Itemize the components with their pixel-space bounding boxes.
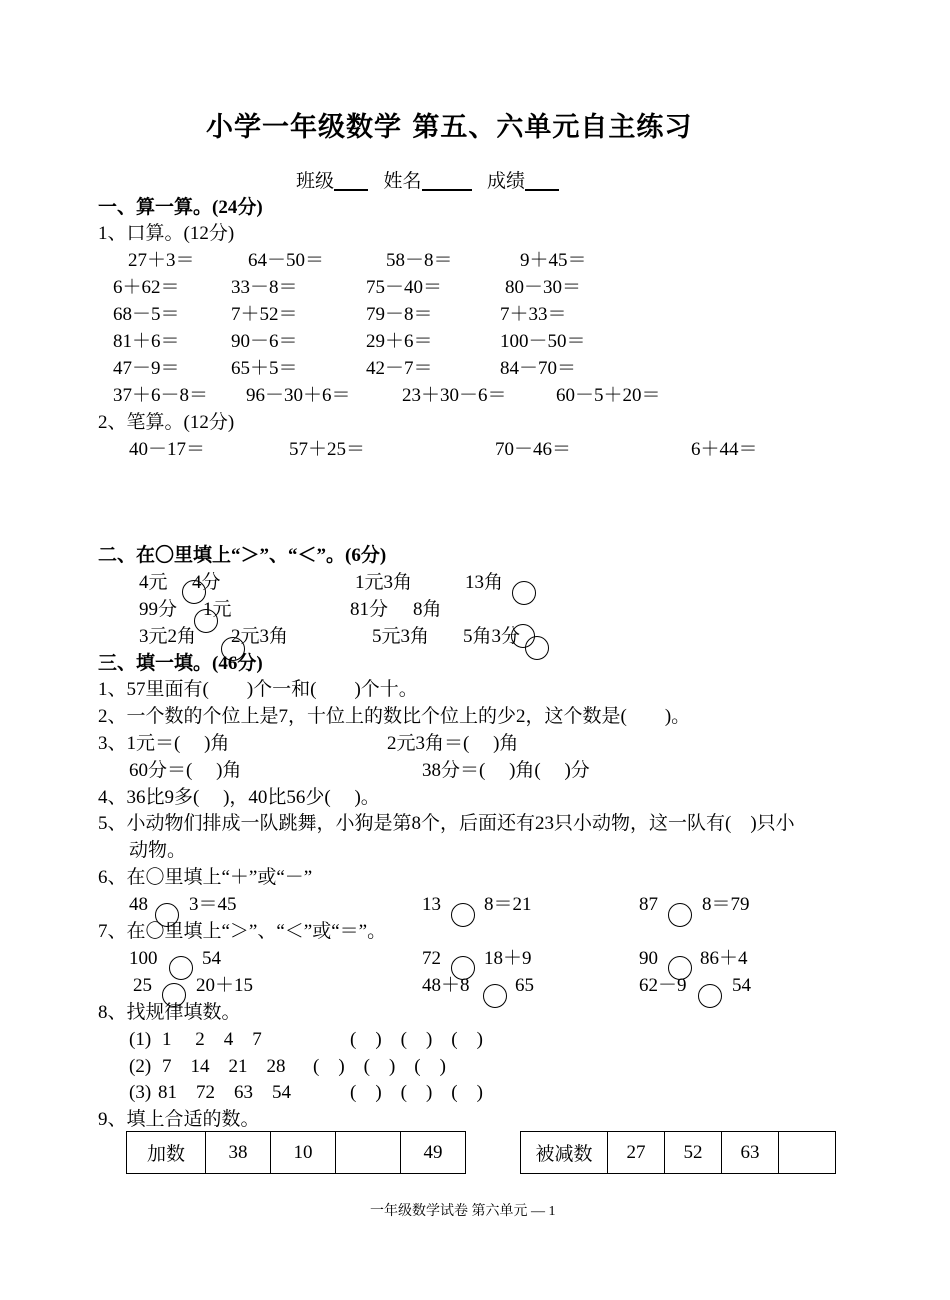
compare-circle[interactable] <box>525 636 549 660</box>
question-5-cont: 动物。 <box>129 840 187 861</box>
q7-right: 65 <box>515 975 534 996</box>
pattern-label: (2) <box>129 1056 152 1077</box>
oral-calc-item: 79－8＝ <box>366 304 433 325</box>
oral-calc-item: 27＋3＝ <box>128 250 195 271</box>
q6-right: 8＝21 <box>484 894 532 915</box>
addend-table <box>126 1131 466 1174</box>
table-cell: 63 <box>722 1132 779 1174</box>
q6-left: 87 <box>639 894 658 915</box>
oral-calc-item: 33－8＝ <box>231 277 298 298</box>
oral-calc-item: 9＋45＝ <box>520 250 587 271</box>
oral-calc-item: 75－40＝ <box>366 277 443 298</box>
table-cell: 52 <box>665 1132 722 1174</box>
oral-calc-item: 84－70＝ <box>500 358 577 379</box>
oral-calc-item: 80－30＝ <box>505 277 582 298</box>
pattern-blanks[interactable]: ( ) ( ) ( ) <box>313 1056 446 1077</box>
compare-right: 13角 <box>465 572 504 593</box>
written-calc-item: 70－46＝ <box>495 439 572 460</box>
oral-calc-item: 6＋62＝ <box>113 277 180 298</box>
q6-right: 8＝79 <box>702 894 750 915</box>
oral-calc-item: 29＋6＝ <box>366 331 433 352</box>
oral-calc-item: 7＋52＝ <box>231 304 298 325</box>
pattern-label: (1) <box>129 1029 152 1050</box>
oral-calc-item: 65＋5＝ <box>231 358 298 379</box>
q7-left: 48＋8 <box>422 975 470 996</box>
question-3d: 38分＝( )角( )分 <box>422 760 590 781</box>
table-cell-blank[interactable] <box>336 1132 401 1174</box>
operator-circle[interactable] <box>451 903 475 927</box>
question-1: 1、57里面有( )个一和( )个十。 <box>98 679 418 700</box>
q6-right: 3＝45 <box>189 894 237 915</box>
name-label: 姓名 <box>383 171 422 192</box>
pattern-sequence: 7 14 21 28 <box>162 1056 286 1077</box>
q6-left: 13 <box>422 894 441 915</box>
question-5: 5、小动物们排成一队跳舞，小狗是第8个，后面还有23只小动物，这一队有( )只小 <box>98 813 795 834</box>
q7-right: 20＋15 <box>196 975 254 996</box>
question-3c: 60分＝( )角 <box>129 760 242 781</box>
section-1-heading: 一、算一算。(24分) <box>98 197 263 218</box>
oral-calc-item: 90－6＝ <box>231 331 298 352</box>
oral-calc-item: 37＋6－8＝ <box>113 385 209 406</box>
q7-left: 25 <box>133 975 152 996</box>
q7-left: 62－9 <box>639 975 687 996</box>
compare-right: 8角 <box>413 599 442 620</box>
page-title: 小学一年级数学 第五、六单元自主练习 <box>206 112 693 143</box>
table-cell-blank[interactable] <box>779 1132 836 1174</box>
compare-left: 99分 <box>139 599 178 620</box>
question-2: 2、一个数的个位上是7，十位上的数比个位上的少2，这个数是( )。 <box>98 706 691 727</box>
operator-circle[interactable] <box>668 903 692 927</box>
q7-left: 72 <box>422 948 441 969</box>
question-6: 6、在〇里填上“＋”或“－” <box>98 867 313 888</box>
q6-left: 48 <box>129 894 148 915</box>
compare-right: 2元3角 <box>231 626 289 647</box>
compare-left: 5元3角 <box>372 626 430 647</box>
compare-right: 1元 <box>203 599 232 620</box>
compare-circle[interactable] <box>169 956 193 980</box>
page-footer: 一年级数学试卷 第六单元 — 1 <box>370 1204 556 1219</box>
table-cell: 加数 <box>127 1132 206 1174</box>
oral-calc-item: 100－50＝ <box>500 331 586 352</box>
oral-calc-item: 60－5＋20＝ <box>556 385 661 406</box>
q7-right: 86＋4 <box>700 948 748 969</box>
pattern-label: (3) <box>129 1082 152 1103</box>
pattern-sequence: 81 72 63 54 <box>158 1082 292 1103</box>
pattern-sequence: 1 2 4 7 <box>162 1029 262 1050</box>
section-3-heading: 三、填一填。(46分) <box>98 653 263 674</box>
minuend-table <box>520 1131 836 1174</box>
question-8: 8、找规律填数。 <box>98 1002 241 1023</box>
score-label: 成绩 <box>487 171 526 192</box>
question-3b: 2元3角＝( )角 <box>387 733 519 754</box>
table-cell: 被减数 <box>521 1132 608 1174</box>
question-3a: 3、1元＝( )角 <box>98 733 230 754</box>
oral-calc-item: 64－50＝ <box>248 250 325 271</box>
compare-right: 4分 <box>192 572 221 593</box>
table-cell: 27 <box>608 1132 665 1174</box>
table-cell: 38 <box>206 1132 271 1174</box>
q7-right: 54 <box>202 948 221 969</box>
oral-calc-item: 96－30＋6＝ <box>246 385 351 406</box>
section-2-heading: 二、在〇里填上“＞”、“＜”。(6分) <box>98 545 387 566</box>
oral-calc-item: 42－7＝ <box>366 358 433 379</box>
compare-left: 1元3角 <box>355 572 413 593</box>
name-blank[interactable] <box>422 171 472 191</box>
table-cell: 49 <box>401 1132 466 1174</box>
score-blank[interactable] <box>525 171 559 191</box>
q7-left: 100 <box>129 948 158 969</box>
pattern-blanks[interactable]: ( ) ( ) ( ) <box>350 1082 483 1103</box>
student-info-line <box>296 171 559 191</box>
compare-circle[interactable] <box>512 581 536 605</box>
written-calc-item: 57＋25＝ <box>289 439 366 460</box>
oral-calc-item: 23＋30－6＝ <box>402 385 507 406</box>
class-label: 班级 <box>296 171 335 192</box>
oral-calc-item: 81＋6＝ <box>113 331 180 352</box>
oral-calc-item: 58－8＝ <box>386 250 453 271</box>
compare-circle[interactable] <box>698 984 722 1008</box>
question-7: 7、在〇里填上“＞”、“＜”或“＝”。 <box>98 921 387 942</box>
compare-circle[interactable] <box>483 984 507 1008</box>
written-calc-item: 6＋44＝ <box>691 439 758 460</box>
oral-calc-heading: 1、口算。(12分) <box>98 223 235 244</box>
question-4: 4、36比9多( )，40比56少( )。 <box>98 787 380 808</box>
q7-left: 90 <box>639 948 658 969</box>
pattern-blanks[interactable]: ( ) ( ) ( ) <box>350 1029 483 1050</box>
class-blank[interactable] <box>334 171 368 191</box>
written-calc-item: 40－17＝ <box>129 439 206 460</box>
oral-calc-item: 68－5＝ <box>113 304 180 325</box>
compare-left: 81分 <box>350 599 389 620</box>
compare-right: 5角3分 <box>463 626 521 647</box>
table-cell: 10 <box>271 1132 336 1174</box>
compare-left: 4元 <box>139 572 168 593</box>
written-calc-heading: 2、笔算。(12分) <box>98 412 235 433</box>
question-9: 9、填上合适的数。 <box>98 1109 260 1130</box>
oral-calc-item: 47－9＝ <box>113 358 180 379</box>
q7-right: 18＋9 <box>484 948 532 969</box>
oral-calc-item: 7＋33＝ <box>500 304 567 325</box>
compare-left: 3元2角 <box>139 626 197 647</box>
q7-right: 54 <box>732 975 751 996</box>
